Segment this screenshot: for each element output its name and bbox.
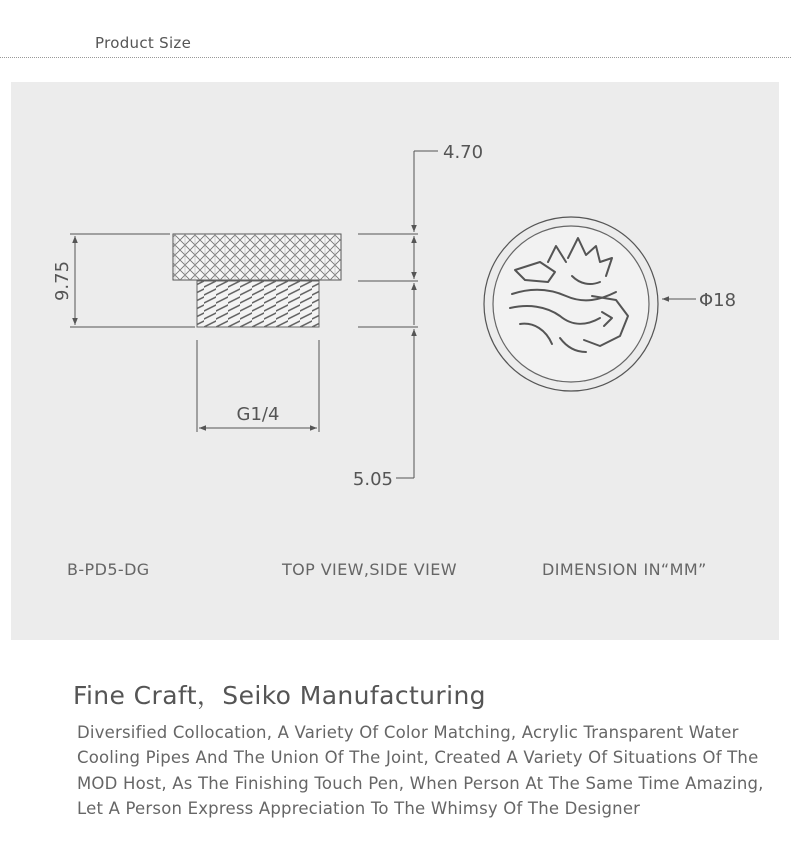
thread-length-dimension <box>353 283 414 490</box>
model-caption: B-PD5-DG <box>67 560 150 579</box>
view-caption: TOP VIEW,SIDE VIEW <box>282 560 457 579</box>
diameter-label: Φ18 <box>699 290 737 311</box>
fitting-top-view <box>484 217 658 391</box>
cap-height-dimension <box>358 142 483 327</box>
fitting-side-view <box>173 234 341 327</box>
cap-height-label: 4.70 <box>443 142 484 163</box>
thread-length-label: 5.05 <box>352 469 393 490</box>
thread-size-dimension <box>197 340 319 432</box>
total-height-label: 9.75 <box>52 260 73 302</box>
units-caption: DIMENSION IN“MM” <box>542 560 707 579</box>
section-title: Product Size <box>95 34 192 52</box>
feature-headline: Fine Craft，Seiko Manufacturing <box>73 681 486 710</box>
diameter-dimension <box>662 290 736 311</box>
thread-size-label: G1/4 <box>236 404 280 425</box>
feature-description: Diversified Collocation, A Variety Of Color Matching, Acrylic Transparent Water Cooling Pipes And The Union Of The Joint, Created A Variety Of Situations Of The MOD Host, As The Finishing Touch Pen, When Person At The Same Time Amazing, Let A Person Express Appreciation To The Whimsy Of The Designer <box>77 723 764 818</box>
